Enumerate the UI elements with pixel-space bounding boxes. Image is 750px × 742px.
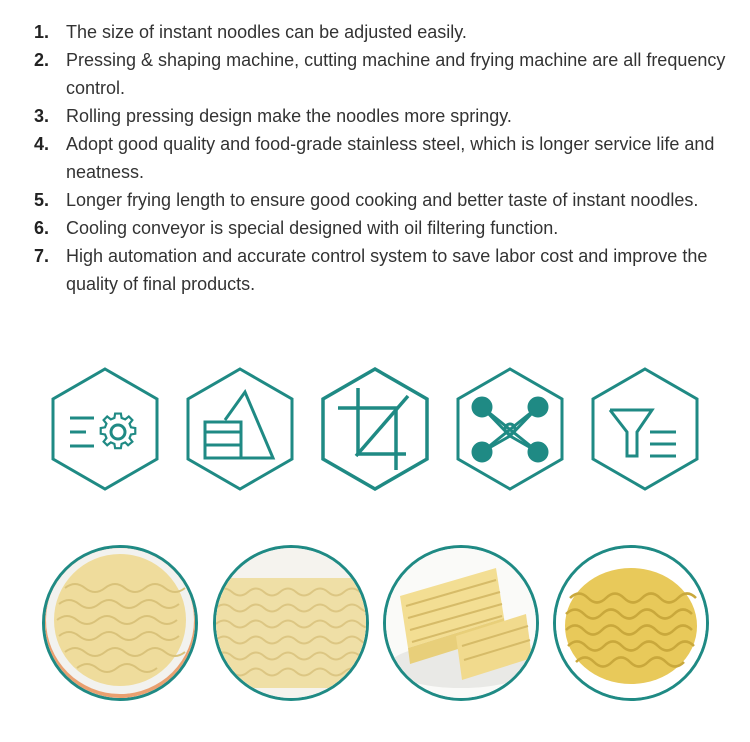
golden-noodle-cake-photo [553, 545, 709, 701]
feature-text: Rolling pressing design make the noodles more springy. [66, 106, 512, 126]
feature-item [34, 18, 734, 46]
noodle-block-closeup-photo [213, 545, 369, 701]
gear-speed-icon [50, 366, 160, 492]
feature-number: 4. [34, 134, 50, 154]
feature-item [34, 46, 734, 102]
feature-text: Pressing & shaping machine, cutting machine and frying machine are all frequency control. [66, 50, 726, 98]
network-nodes-icon [455, 366, 565, 492]
product-photo-row [0, 545, 750, 705]
feature-item [34, 242, 734, 298]
crop-icon [320, 366, 430, 492]
feature-text: Longer frying length to ensure good cooking and better taste of instant noodles. [66, 190, 699, 210]
feature-number: 6. [34, 218, 50, 238]
feature-icon-row [0, 366, 750, 492]
feature-list [34, 18, 734, 298]
feature-text: The size of instant noodles can be adjusted easily. [66, 22, 467, 42]
filter-list-icon [590, 366, 700, 492]
stacked-noodle-blocks-photo [383, 545, 539, 701]
feature-item [34, 102, 734, 130]
feature-item [34, 130, 734, 186]
round-noodle-cake-photo [42, 545, 198, 701]
feature-item [34, 214, 734, 242]
feature-item [34, 186, 734, 214]
feature-text: High automation and accurate control system to save labor cost and improve the quality of final products. [66, 246, 708, 294]
feature-number: 7. [34, 246, 50, 266]
feature-number: 1. [34, 22, 50, 42]
feature-text: Cooling conveyor is special designed with oil filtering function. [66, 218, 559, 238]
feature-number: 2. [34, 50, 50, 70]
feature-number: 5. [34, 190, 50, 210]
feature-number: 3. [34, 106, 50, 126]
layers-triangle-icon [185, 366, 295, 492]
feature-text: Adopt good quality and food-grade stainless steel, which is longer service life and neatness. [66, 134, 715, 182]
